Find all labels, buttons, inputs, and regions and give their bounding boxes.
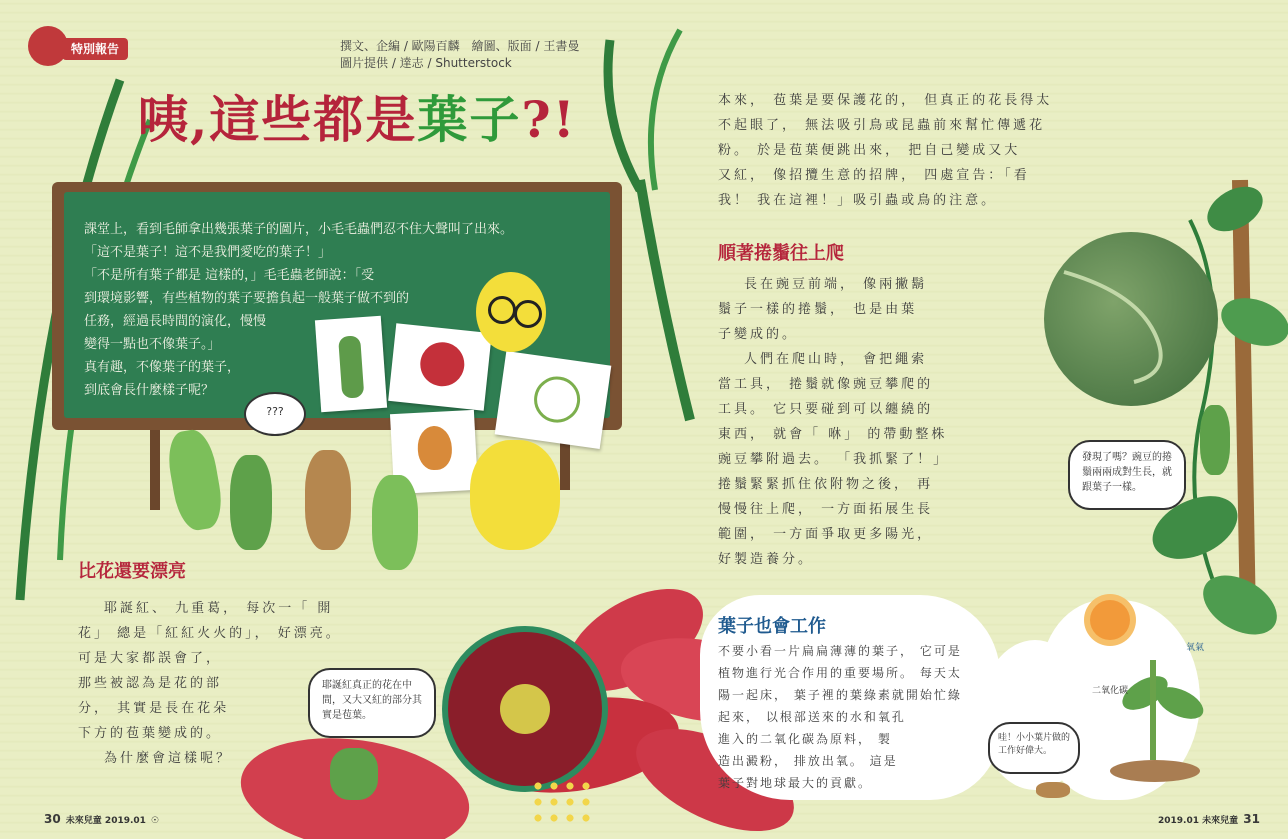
intro-body bbox=[718, 88, 1228, 213]
section-heading: 葉子也會工作 bbox=[718, 616, 826, 637]
oxygen-label: 氧氣 bbox=[1186, 643, 1205, 653]
body-line: 工具。 它只要碰到可以纏繞的 bbox=[718, 402, 934, 417]
body-line: 慢慢往上爬， 一方面拓展生長 bbox=[718, 502, 934, 517]
body-line: 不起眼了， 無法吸引鳥或昆蟲前來幫忙傳遞花 bbox=[718, 118, 1046, 133]
chalk-line: 到環境影響，有些植物的葉子要擔負起一般葉子做不到的 bbox=[84, 291, 410, 306]
page-number: 30 bbox=[44, 812, 61, 826]
body-line: 又紅， 像招攬生意的招牌， 四處宣告：「看 bbox=[718, 168, 1030, 183]
chalk-line: 到底會長什麼樣子呢？ bbox=[84, 383, 215, 398]
yellow-flower-cluster bbox=[530, 778, 590, 828]
body-line: 花」 總是「紅紅火火的」， 好漂亮。 bbox=[78, 626, 342, 641]
page-title bbox=[138, 80, 577, 152]
poinsettia-photo bbox=[442, 626, 608, 792]
soil bbox=[1110, 760, 1200, 782]
title-part: 葉子 bbox=[417, 90, 522, 149]
sun-icon bbox=[1090, 600, 1130, 640]
body-line: 造出澱粉， 排放出氧。 這是 bbox=[718, 754, 898, 768]
speech-bubble-poinsettia: 耶誕紅真正的花在中間，又大又紅的部分其實是苞葉。 bbox=[308, 668, 436, 738]
section-heading: 順著捲鬚往上爬 bbox=[718, 243, 844, 264]
body-line: 起來， 以根部送來的水和氧孔 bbox=[718, 710, 906, 724]
section-body bbox=[718, 272, 1058, 572]
section-badge: 特別報告 bbox=[62, 38, 128, 60]
body-line: 葉子對地球最大的貢獻。 bbox=[718, 776, 873, 790]
body-line: 鬚子一樣的捲鬚， 也是由葉 bbox=[718, 302, 918, 317]
chalk-line: 變得一點也不像葉子。」 bbox=[84, 337, 221, 352]
body-line: 豌豆攀附過去。 「我抓緊了！」 bbox=[718, 452, 950, 467]
glasses-icon bbox=[488, 296, 516, 324]
credits bbox=[340, 38, 579, 72]
speech-bubble-question: ??? bbox=[244, 392, 306, 436]
speech-bubble-leaf: 哇！小小葉片做的工作好偉大。 bbox=[988, 722, 1080, 774]
small-caterpillar bbox=[1036, 782, 1070, 798]
sundew-card bbox=[495, 351, 612, 449]
body-line: 人們在爬山時， 會把繩索 bbox=[744, 352, 928, 367]
body-line: 當工具， 捲鬚就像豌豆攀爬的 bbox=[718, 377, 934, 392]
body-line: 範圍， 一方面爭取更多陽光， bbox=[718, 527, 934, 542]
footer-left bbox=[44, 808, 159, 827]
chalk-line: 真有趣，不像葉子的葉子， bbox=[84, 360, 241, 375]
student-caterpillar bbox=[372, 475, 418, 570]
body-line: 進入的二氧化碳為原料， 製 bbox=[718, 732, 892, 746]
credits-line: 撰文、企編 / 歐陽百麟 繪圖、版面 / 王書曼 bbox=[340, 39, 580, 53]
body-line: 耶誕紅、 九重葛， 每次一「 開 bbox=[104, 601, 334, 616]
student-caterpillar bbox=[305, 450, 351, 550]
flower-center bbox=[500, 684, 550, 734]
credits-line: 圖片提供 / 達志 / Shutterstock bbox=[340, 56, 512, 70]
body-line: 分， 其實是長在花朵 bbox=[78, 701, 230, 716]
sundew-icon bbox=[531, 374, 583, 426]
magazine-folio: 2019.01 未來兒童 bbox=[1158, 816, 1239, 826]
student-caterpillar bbox=[230, 455, 272, 550]
teacher-caterpillar-body bbox=[470, 440, 560, 550]
small-caterpillar bbox=[330, 748, 378, 800]
body-line: 好製造養分。 bbox=[718, 552, 815, 567]
body-line: 本來， 苞葉是要保護花的， 但真正的花長得太 bbox=[718, 93, 1053, 108]
section-heading: 比花還要漂亮 bbox=[78, 561, 186, 582]
page-number: 31 bbox=[1243, 812, 1260, 826]
poinsettia-card bbox=[388, 323, 492, 411]
body-line: 為什麼會這樣呢？ bbox=[104, 751, 233, 766]
body-line: 捲鬚緊緊抓住依附物之後， 再 bbox=[718, 477, 934, 492]
body-line: 長在豌豆前端， 像兩撇鬍 bbox=[744, 277, 928, 292]
body-line: 不要小看一片扁扁薄薄的葉子， 它可是 bbox=[718, 644, 962, 658]
tendril-photo bbox=[1044, 232, 1218, 406]
onion-icon bbox=[417, 425, 453, 471]
title-part: ?! bbox=[521, 90, 577, 149]
chalk-line: 「不是所有葉子都是 這樣的，」毛毛蟲老師說：「受 bbox=[84, 268, 375, 283]
chalk-line: 任務，經過長時間的演化，慢慢 bbox=[84, 314, 267, 329]
cactus-card bbox=[315, 316, 387, 412]
footer-right bbox=[1158, 808, 1260, 827]
pea-caterpillar bbox=[1200, 405, 1230, 475]
tendril-icon bbox=[1044, 232, 1218, 406]
title-part: 這些都是 bbox=[209, 90, 418, 149]
body-line: 下方的苞葉變成的。 bbox=[78, 726, 223, 741]
speech-bubble-pea: 發現了嗎？豌豆的捲鬚兩兩成對生長，就跟葉子一樣。 bbox=[1068, 440, 1186, 510]
poinsettia-icon bbox=[418, 340, 466, 388]
body-line: 植物進行光合作用的重要場所。 每天太 bbox=[718, 666, 962, 680]
body-line: 子變成的。 bbox=[718, 327, 799, 342]
chalk-line: 「這不是葉子！這不是我們愛吃的葉子！」 bbox=[84, 245, 332, 260]
body-line: 可是大家都誤會了， bbox=[78, 651, 223, 666]
cactus-icon bbox=[338, 335, 364, 398]
title-part: 咦, bbox=[138, 90, 210, 149]
body-line: 陽一起床， 葉子裡的葉綠素就開始忙綠 bbox=[718, 688, 962, 702]
chalk-line: 課堂上，看到毛師拿出幾張葉子的圖片，小毛毛蟲們忍不住大聲叫了出來。 bbox=[84, 222, 514, 237]
glasses-icon bbox=[514, 300, 542, 328]
lightbulb-icon: ☉ bbox=[151, 816, 160, 826]
section-body bbox=[718, 640, 1038, 794]
chalkboard-leg bbox=[150, 430, 160, 510]
body-line: 那些被認為是花的部 bbox=[78, 676, 223, 691]
magazine-folio: 未來兒童 2019.01 bbox=[65, 816, 146, 826]
body-line: 粉。 於是苞葉便跳出來， 把自己變成又大 bbox=[718, 143, 1021, 158]
body-line: 我！ 我在這裡！」吸引蟲或鳥的注意。 bbox=[718, 193, 998, 208]
plant-stem bbox=[1150, 660, 1156, 760]
body-line: 東西， 就會「 咻」 的帶動整株 bbox=[718, 427, 948, 442]
co2-label: 二氧化碳 bbox=[1092, 686, 1129, 696]
